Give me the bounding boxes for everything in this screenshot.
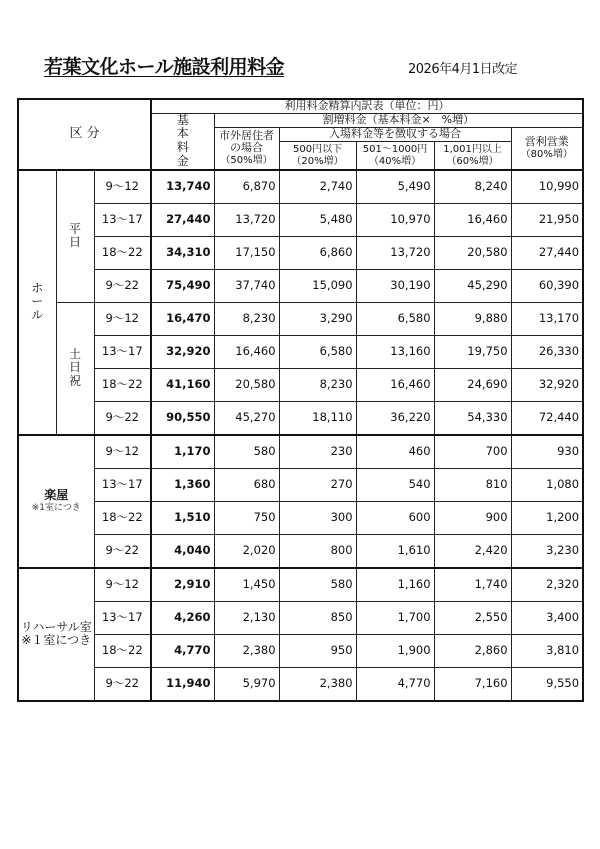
- base-fee-cell: 41,160: [151, 368, 214, 401]
- time-slot: 18～22: [94, 634, 151, 667]
- admission-1001-header: [434, 142, 511, 170]
- admission-1001-cell: 2,550: [434, 601, 511, 634]
- commercial-line: 営利営業: [524, 135, 569, 149]
- base-fee-char: 基: [176, 112, 189, 127]
- table-row: [18, 568, 583, 602]
- admission-title: 入場料金等を徴収する場合: [279, 127, 511, 142]
- base-fee-char: 本: [176, 126, 189, 141]
- base-fee-cell: 1,360: [151, 468, 214, 501]
- admission-1000-cell: 30,190: [356, 269, 434, 302]
- commercial-cell: 60,390: [511, 269, 583, 302]
- breakdown-title: 利用料金精算内訳表（単位：円）: [151, 99, 583, 113]
- out-of-city-cell: 6,870: [214, 170, 279, 204]
- commercial-cell: 27,440: [511, 236, 583, 269]
- table-row: [18, 667, 583, 701]
- group-label-char: ホ: [31, 280, 44, 295]
- admission-1000-cell: 1,900: [356, 634, 434, 667]
- table-row: [18, 170, 583, 204]
- base-fee-header: [151, 113, 214, 170]
- out-of-city-cell: 2,380: [214, 634, 279, 667]
- admission-line: （60%増）: [446, 155, 499, 167]
- admission-500-header: [279, 142, 356, 170]
- base-fee-cell: 34,310: [151, 236, 214, 269]
- admission-500-cell: 6,580: [279, 335, 356, 368]
- time-slot: 18～22: [94, 368, 151, 401]
- out-of-city-cell: 750: [214, 501, 279, 534]
- time-slot: 9～22: [94, 534, 151, 568]
- out-of-city-cell: 680: [214, 468, 279, 501]
- table-row: [18, 302, 583, 335]
- admission-line: 1,001円以上: [443, 144, 502, 156]
- subgroup-label: [56, 170, 94, 303]
- base-fee-cell: 11,940: [151, 667, 214, 701]
- admission-500-cell: 18,110: [279, 401, 356, 435]
- out-of-city-cell: 13,720: [214, 203, 279, 236]
- admission-1001-cell: 45,290: [434, 269, 511, 302]
- commercial-cell: 1,200: [511, 501, 583, 534]
- admission-1001-cell: 8,240: [434, 170, 511, 204]
- admission-line: 501～1000円: [362, 144, 428, 156]
- admission-1000-cell: 460: [356, 435, 434, 469]
- base-fee-cell: 4,260: [151, 601, 214, 634]
- section-header: [18, 99, 151, 170]
- admission-1000-cell: 10,970: [356, 203, 434, 236]
- admission-1000-cell: 13,720: [356, 236, 434, 269]
- subgroup-label-char: 日: [68, 235, 81, 250]
- time-slot: 13～17: [94, 601, 151, 634]
- admission-500-cell: 270: [279, 468, 356, 501]
- admission-1001-cell: 2,420: [434, 534, 511, 568]
- table-row: [18, 601, 583, 634]
- subgroup-label-char: 土: [68, 346, 81, 361]
- base-fee-char: 料: [176, 140, 189, 155]
- admission-1001-cell: 24,690: [434, 368, 511, 401]
- out-of-city-line: の場合: [230, 141, 264, 155]
- admission-1001-cell: 7,160: [434, 667, 511, 701]
- admission-500-cell: 8,230: [279, 368, 356, 401]
- table-row: [18, 401, 583, 435]
- group-name: 楽屋: [44, 488, 69, 503]
- commercial-header: [511, 127, 583, 170]
- admission-500-cell: 5,480: [279, 203, 356, 236]
- admission-500-cell: 580: [279, 568, 356, 602]
- base-fee-cell: 1,170: [151, 435, 214, 469]
- table-row: [18, 435, 583, 469]
- group-note: ※１室につき: [21, 633, 92, 648]
- time-slot: 18～22: [94, 501, 151, 534]
- out-of-city-cell: 2,020: [214, 534, 279, 568]
- out-of-city-cell: 16,460: [214, 335, 279, 368]
- table-row: [18, 335, 583, 368]
- subgroup-label-char: 祝: [68, 374, 81, 389]
- revision-date: 2026年4月1日改定: [408, 62, 518, 77]
- admission-1001-cell: 810: [434, 468, 511, 501]
- admission-line: （20%増）: [291, 155, 344, 167]
- admission-500-cell: 230: [279, 435, 356, 469]
- admission-1000-cell: 540: [356, 468, 434, 501]
- base-fee-cell: 1,510: [151, 501, 214, 534]
- commercial-cell: 3,400: [511, 601, 583, 634]
- group-label-char: ル: [31, 308, 44, 323]
- commercial-cell: 72,440: [511, 401, 583, 435]
- base-fee-cell: 90,550: [151, 401, 214, 435]
- admission-1001-cell: 54,330: [434, 401, 511, 435]
- admission-1001-cell: 16,460: [434, 203, 511, 236]
- group-name: リハーサル室: [20, 619, 92, 634]
- admission-1000-cell: 1,160: [356, 568, 434, 602]
- subgroup-label: [56, 302, 94, 435]
- commercial-line: （80%増）: [520, 148, 573, 160]
- commercial-cell: 32,920: [511, 368, 583, 401]
- admission-500-cell: 950: [279, 634, 356, 667]
- admission-1000-cell: 13,160: [356, 335, 434, 368]
- group-label: [18, 568, 94, 701]
- admission-line: 500円以下: [292, 144, 343, 156]
- table-row: [18, 236, 583, 269]
- admission-500-cell: 2,380: [279, 667, 356, 701]
- admission-1000-cell: 5,490: [356, 170, 434, 204]
- base-fee-cell: 27,440: [151, 203, 214, 236]
- out-of-city-cell: 580: [214, 435, 279, 469]
- time-slot: 9～22: [94, 269, 151, 302]
- admission-500-cell: 300: [279, 501, 356, 534]
- admission-500-cell: 3,290: [279, 302, 356, 335]
- out-of-city-cell: 1,450: [214, 568, 279, 602]
- table-row: [18, 269, 583, 302]
- admission-1000-cell: 4,770: [356, 667, 434, 701]
- admission-1001-cell: 2,860: [434, 634, 511, 667]
- base-fee-cell: 75,490: [151, 269, 214, 302]
- table-row: [18, 468, 583, 501]
- admission-1001-cell: 9,880: [434, 302, 511, 335]
- commercial-cell: 26,330: [511, 335, 583, 368]
- table-row: [18, 368, 583, 401]
- admission-500-cell: 850: [279, 601, 356, 634]
- commercial-cell: 9,550: [511, 667, 583, 701]
- admission-1001-cell: 900: [434, 501, 511, 534]
- group-note: ※1室につき: [31, 503, 81, 514]
- time-slot: 13～17: [94, 335, 151, 368]
- out-of-city-line: 市外居住者: [219, 128, 275, 142]
- time-slot: 13～17: [94, 203, 151, 236]
- out-of-city-cell: 8,230: [214, 302, 279, 335]
- base-fee-char: 金: [176, 154, 189, 169]
- commercial-cell: 3,230: [511, 534, 583, 568]
- admission-line: （40%増）: [368, 155, 422, 167]
- commercial-cell: 930: [511, 435, 583, 469]
- subgroup-label-char: 日: [68, 360, 81, 375]
- out-of-city-cell: 45,270: [214, 401, 279, 435]
- admission-500-cell: 800: [279, 534, 356, 568]
- time-slot: 9～12: [94, 568, 151, 602]
- out-of-city-header: [214, 127, 279, 170]
- admission-500-cell: 6,860: [279, 236, 356, 269]
- time-slot: 9～12: [94, 170, 151, 204]
- admission-1000-header: [356, 142, 434, 170]
- out-of-city-cell: 37,740: [214, 269, 279, 302]
- commercial-cell: 10,990: [511, 170, 583, 204]
- commercial-cell: 2,320: [511, 568, 583, 602]
- time-slot: 9～22: [94, 667, 151, 701]
- commercial-cell: 21,950: [511, 203, 583, 236]
- time-slot: 9～12: [94, 435, 151, 469]
- document-title: 若葉文化ホール施設利用料金: [44, 56, 285, 78]
- table-row: [18, 634, 583, 667]
- surcharge-title: 割増料金（基本料金× %増）: [214, 113, 583, 127]
- admission-1000-cell: 600: [356, 501, 434, 534]
- admission-500-cell: 15,090: [279, 269, 356, 302]
- group-label-hall: [18, 170, 56, 435]
- group-label-char: ー: [31, 294, 44, 309]
- admission-1000-cell: 16,460: [356, 368, 434, 401]
- admission-1001-cell: 19,750: [434, 335, 511, 368]
- time-slot: 9～12: [94, 302, 151, 335]
- admission-1001-cell: 20,580: [434, 236, 511, 269]
- out-of-city-line: （50%増）: [220, 155, 273, 167]
- out-of-city-cell: 20,580: [214, 368, 279, 401]
- commercial-cell: 13,170: [511, 302, 583, 335]
- time-slot: 18～22: [94, 236, 151, 269]
- out-of-city-cell: 2,130: [214, 601, 279, 634]
- base-fee-cell: 4,770: [151, 634, 214, 667]
- base-fee-cell: 4,040: [151, 534, 214, 568]
- group-label: [18, 435, 94, 568]
- out-of-city-cell: 17,150: [214, 236, 279, 269]
- admission-1000-cell: 1,610: [356, 534, 434, 568]
- section-header-label: 区 分: [69, 125, 100, 141]
- base-fee-cell: 13,740: [151, 170, 214, 204]
- base-fee-cell: 2,910: [151, 568, 214, 602]
- admission-1000-cell: 36,220: [356, 401, 434, 435]
- commercial-cell: 3,810: [511, 634, 583, 667]
- admission-1001-cell: 700: [434, 435, 511, 469]
- subgroup-label-char: 平: [68, 221, 81, 236]
- base-fee-cell: 16,470: [151, 302, 214, 335]
- base-fee-cell: 32,920: [151, 335, 214, 368]
- table-row: [18, 501, 583, 534]
- time-slot: 9～22: [94, 401, 151, 435]
- admission-1001-cell: 1,740: [434, 568, 511, 602]
- time-slot: 13～17: [94, 468, 151, 501]
- commercial-cell: 1,080: [511, 468, 583, 501]
- out-of-city-cell: 5,970: [214, 667, 279, 701]
- admission-1000-cell: 1,700: [356, 601, 434, 634]
- table-row: [18, 534, 583, 568]
- table-row: [18, 203, 583, 236]
- admission-500-cell: 2,740: [279, 170, 356, 204]
- admission-1000-cell: 6,580: [356, 302, 434, 335]
- fee-table: [17, 98, 584, 702]
